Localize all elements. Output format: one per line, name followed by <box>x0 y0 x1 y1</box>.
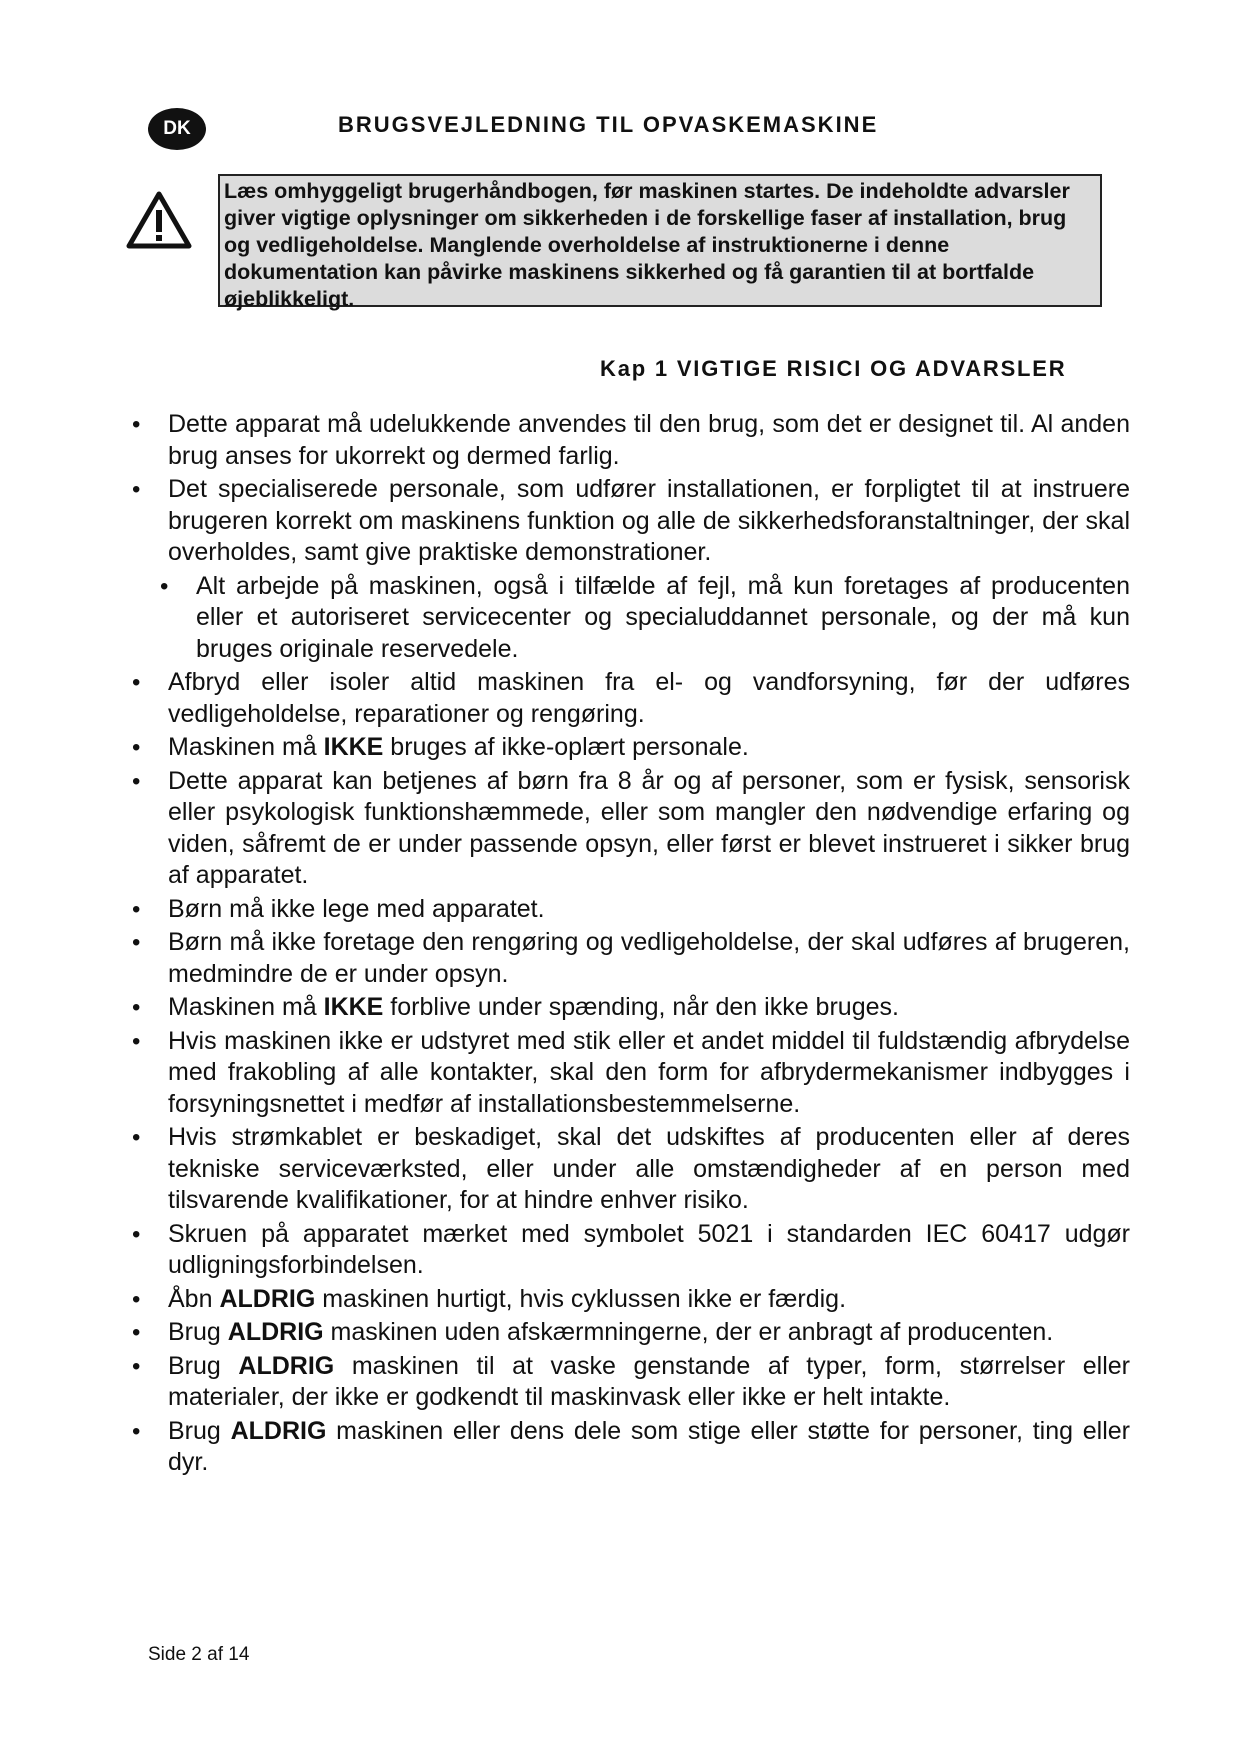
list-item: • Maskinen må IKKE bruges af ikke-oplært personale. <box>130 732 1130 764</box>
document-title: BRUGSVEJLEDNING TIL OPVASKEMASKINE <box>338 112 879 137</box>
list-item: • Dette apparat kan betjenes af børn fra 8 år og af personer, som er fysisk, sensorisk eller psykologisk funktionshæmmede, eller som mangler den nødvendige erfaring og viden, såfremt de er under passende opsyn, eller først er blevet instrueret i sikker brug af apparatet. <box>130 766 1130 892</box>
country-badge: DK <box>148 108 206 150</box>
list-item: • Børn må ikke foretage den rengøring og vedligeholdelse, der skal udføres af brugeren, medmindre de er under opsyn. <box>130 927 1130 990</box>
list-item: • Det specialiserede personale, som udfører installationen, er forpligtet til at instruere brugeren korrekt om maskinens funktion og alle de sikkerhedsforanstaltninger, der skal overholdes, samt give praktiske demonstrationer. <box>130 474 1130 569</box>
safety-warning-box: Læs omhyggeligt brugerhåndbogen, før maskinen startes. De indeholdte advarsler giver vigtige oplysninger om sikkerheden i de forskellige faser af installation, brug og vedligeholdelse. Manglende overholdelse af instruktionerne i denne dokumentation kan påvirke maskinens sikkerhed og få garantien til at bortfalde øjeblikkeligt. <box>218 174 1102 307</box>
list-item: • Maskinen må IKKE forblive under spænding, når den ikke bruges. <box>130 992 1130 1024</box>
list-item-sub: • Alt arbejde på maskinen, også i tilfælde af fejl, må kun foretages af producenten eller et autoriseret servicecenter og specialuddannet personale, og der må kun bruges originale reservedele. <box>158 571 1130 666</box>
list-item: • Børn må ikke lege med apparatet. <box>130 894 1130 926</box>
list-item: • Afbryd eller isoler altid maskinen fra el- og vandforsyning, før der udføres vedligeholdelse, reparationer og rengøring. <box>130 667 1130 730</box>
list-item: • Hvis maskinen ikke er udstyret med stik eller et andet middel til fuldstændig afbrydelse med frakobling af alle kontakter, skal den form for afbrydermekanismer indbygges i forsyningsnettet i medfør af installationsbestemmelserne. <box>130 1026 1130 1121</box>
chapter-heading: Kap 1 VIGTIGE RISICI OG ADVARSLER <box>600 356 1067 381</box>
list-item: • Dette apparat må udelukkende anvendes til den brug, som det er designet til. Al anden brug anses for ukorrekt og dermed farlig. <box>130 409 1130 472</box>
list-item: • Hvis strømkablet er beskadiget, skal det udskiftes af producenten eller af deres tekniske serviceværksted, eller under alle omstændigheder af en person med tilsvarende kvalifikationer, for at hindre enhver risiko. <box>130 1122 1130 1217</box>
list-item: • Skruen på apparatet mærket med symbolet 5021 i standarden IEC 60417 udgør udligningsforbindelsen. <box>130 1219 1130 1282</box>
list-item: • Åbn ALDRIG maskinen hurtigt, hvis cyklussen ikke er færdig. <box>130 1284 1130 1316</box>
list-item: • Brug ALDRIG maskinen uden afskærmningerne, der er anbragt af producenten. <box>130 1317 1130 1349</box>
list-item: • Brug ALDRIG maskinen til at vaske genstande af typer, form, størrelser eller materialer, der ikke er godkendt til maskinvask eller ikke er helt intakte. <box>130 1351 1130 1414</box>
page-number: Side 2 af 14 <box>148 1644 250 1665</box>
safety-list <box>130 409 1130 1481</box>
list-item: • Brug ALDRIG maskinen eller dens dele som stige eller støtte for personer, ting eller dyr. <box>130 1416 1130 1479</box>
warning-triangle-icon <box>126 190 192 250</box>
